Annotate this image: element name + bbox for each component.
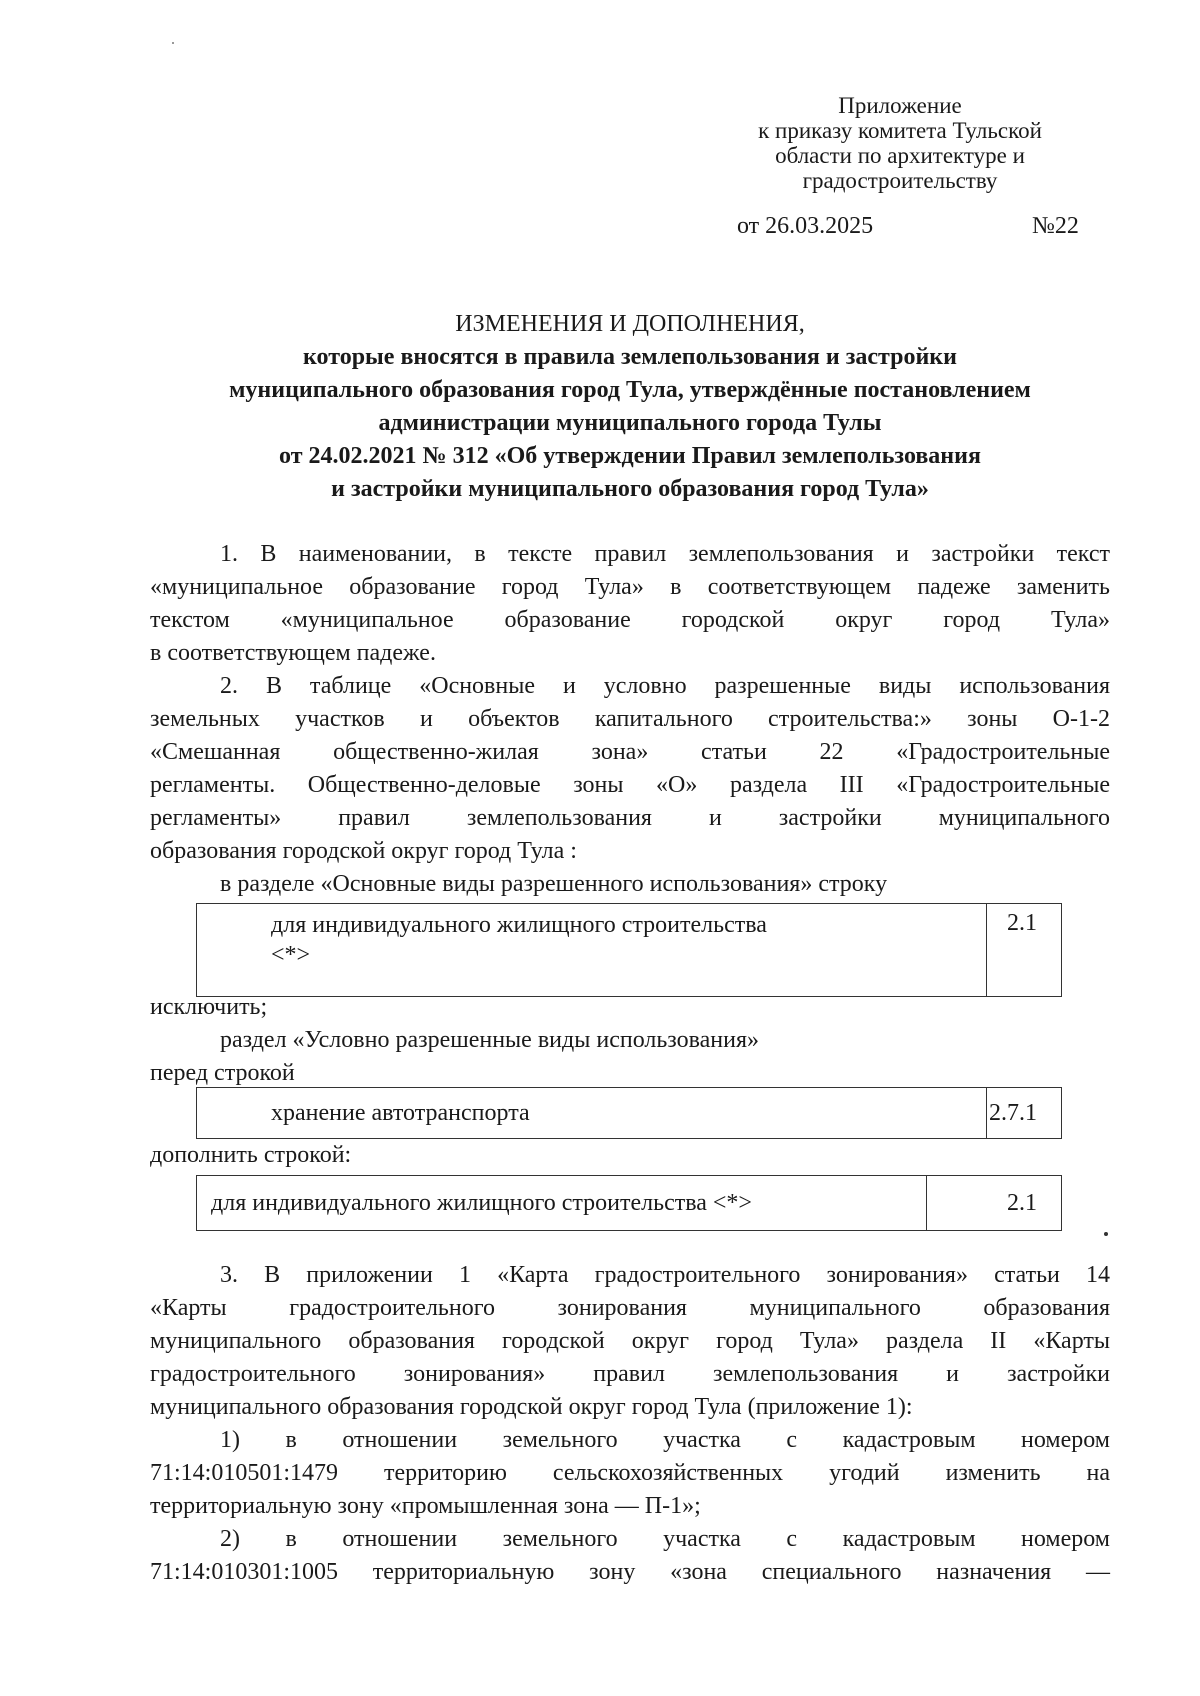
text-line: территориальную зону «промышленная зона — П-1»; xyxy=(150,1493,701,1519)
appendix-line: области по архитектуре и xyxy=(775,143,1025,168)
title-line: и застройки муниципального образования город Тула» xyxy=(331,476,929,502)
scan-dot xyxy=(1104,1232,1108,1236)
text-line: «Смешанная общественно-жилая зона» статьи 22 «Градостроительные xyxy=(150,739,1110,765)
order-date: от 26.03.2025 xyxy=(737,213,874,239)
text-line: градостроительного зонирования» правил землепользования и застройки xyxy=(150,1361,1110,1387)
text-line: текстом «муниципальное образование городской округ город Тула» xyxy=(150,607,1110,633)
text-line: 2. В таблице «Основные и условно разрешенные виды использования xyxy=(220,673,1110,699)
title-line: муниципального образования город Тула, утверждённые постановлением xyxy=(229,377,1031,403)
appendix-line: градостроительству xyxy=(802,168,998,193)
paragraph-1 xyxy=(150,538,1110,670)
text-line: «муниципальное образование город Тула» в соответствующем падеже заменить xyxy=(150,574,1110,600)
text-line: муниципального образования городской округ город Тула (приложение 1): xyxy=(150,1394,913,1420)
add-row-text: дополнить строкой: xyxy=(150,1142,352,1168)
paragraph-2-continued xyxy=(150,991,1110,1090)
text-line: 3. В приложении 1 «Карта градостроительного зонирования» статьи 14 xyxy=(220,1262,1110,1288)
table-row-added xyxy=(196,1175,1062,1231)
table-cell-code: 2.1 xyxy=(927,1176,1062,1231)
add-row-line xyxy=(150,1139,1110,1172)
text-line: 71:14:010301:1005 территориальную зону «зона специального назначения — xyxy=(150,1559,1110,1585)
title-line: от 24.02.2021 № 312 «Об утверждении Правил землепользования xyxy=(279,443,981,469)
text-line: 1) в отношении земельного участка с кадастровым номером xyxy=(220,1427,1110,1453)
text-line: земельных участков и объектов капитального строительства:» зоны О-1-2 xyxy=(150,706,1110,732)
title-heading: ИЗМЕНЕНИЯ И ДОПОЛНЕНИЯ, xyxy=(455,311,805,337)
paragraph-3 xyxy=(150,1259,1110,1589)
text-line: «Карты градостроительного зонирования муниципального образования xyxy=(150,1295,1110,1321)
table-cell-name: хранение автотранспорта xyxy=(197,1088,987,1139)
table-cell-code: 2.1 xyxy=(987,904,1062,997)
table-cell-code: 2.7.1 xyxy=(987,1088,1062,1139)
text-line: в соответствующем падеже. xyxy=(150,640,436,666)
exclude-text: исключить; xyxy=(150,994,268,1020)
appendix-block xyxy=(700,93,1100,193)
cell-name-line: <*> xyxy=(271,942,311,968)
text-line: регламенты. Общественно-деловые зоны «О» раздела III «Градостроительные xyxy=(150,772,1110,798)
title-line: администрации муниципального города Тулы xyxy=(378,410,882,436)
section-main-text: в разделе «Основные виды разрешенного использования» строку xyxy=(220,871,888,897)
text-line: 2) в отношении земельного участка с кадастровым номером xyxy=(220,1526,1110,1552)
appendix-line: Приложение xyxy=(838,93,962,118)
cell-name-line: для индивидуального жилищного строительства xyxy=(271,912,767,938)
table-cell-name xyxy=(197,904,987,997)
text-line: регламенты» правил землепользования и застройки муниципального xyxy=(150,805,1110,831)
appendix-line: к приказу комитета Тульской xyxy=(758,118,1042,143)
before-row-text: перед строкой xyxy=(150,1060,295,1086)
scan-speck xyxy=(172,42,174,44)
table-row-excluded xyxy=(196,903,1062,997)
text-line: образования городской округ город Тула : xyxy=(150,838,577,864)
order-number: №22 xyxy=(1032,213,1079,239)
table-row-before xyxy=(196,1087,1062,1139)
text-line: муниципального образования городской округ город Тула» раздела II «Карты xyxy=(150,1328,1110,1354)
text-line: 1. В наименовании, в тексте правил землепользования и застройки текст xyxy=(220,541,1110,567)
document-title xyxy=(140,308,1120,506)
section-cond-text: раздел «Условно разрешенные виды использования» xyxy=(220,1027,760,1053)
paragraph-2 xyxy=(150,670,1110,901)
title-line: которые вносятся в правила землепользования и застройки xyxy=(303,344,957,370)
text-line: 71:14:010501:1479 территорию сельскохозяйственных угодий изменить на xyxy=(150,1460,1110,1486)
table-cell-name: для индивидуального жилищного строительства <*> xyxy=(197,1176,927,1231)
